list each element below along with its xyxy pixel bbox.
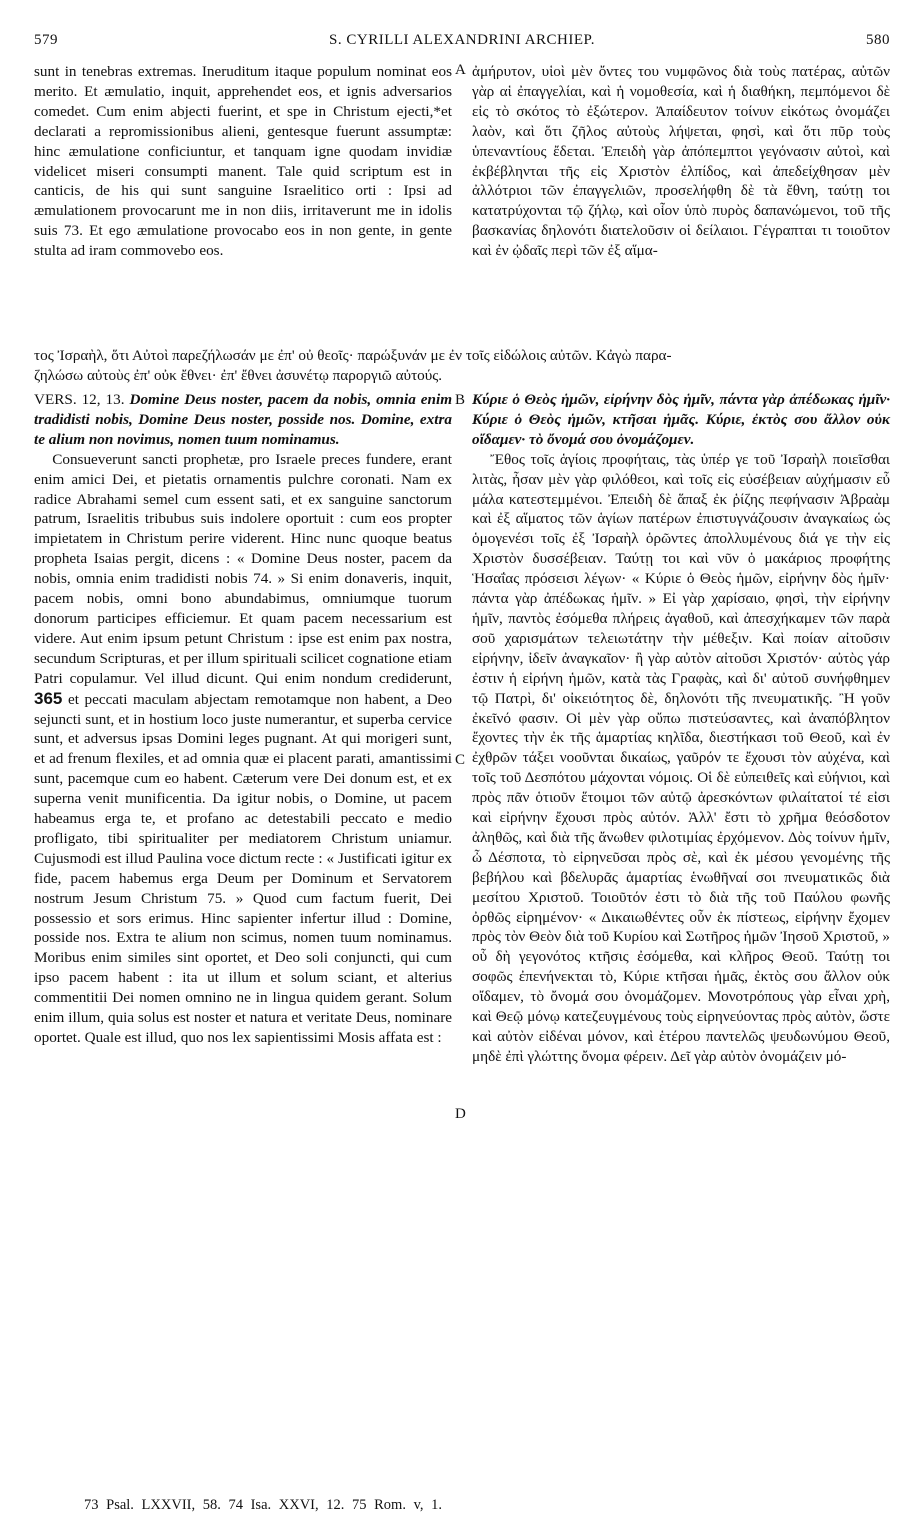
running-title: S. CYRILLI ALEXANDRINI ARCHIEP. [329, 32, 595, 48]
greek-commentary: Ἔθος τοῖς ἁγίοις προφήταις, τὰς ὑπέρ γε τοῦ Ἰσραὴλ ποιεῖσθαι λιτὰς, ἦσαν μὲν γὰρ φιλόθεοι, καὶ τοῖς εἰς εὐσέβειαν αὐχήμασιν εὖ μάλα κατεστεμμένοι. Ἐπειδὴ δὲ ἅπαξ ἐκ ῥίζης πεφήνασιν Ἀβραὰμ καὶ ἐξ αἵματος τῶν ἁγίων πατέρων ἐπιστυγνάζουσιν ἀναγκαίως ὡς ὁμογενέσι τοῖς ἐξ Ἰσραὴλ ὁρῶντες ἀπολλυμένους διά γε τὴν εἰς Χριστὸν δυσσέβειαν. Ταύτῃ τοι καὶ νῦν ὁ μακάριος προφήτης Ἡσαΐας πρόσεισι λέγων· « Κύριε ὁ Θεὸς ἡμῶν, εἰρήνην δὸς ἡμῖν· πάντα γὰρ ἀπέδωκας ἡμῖν. » Εἰ γὰρ χαρίσαιο, φησὶ, τὴν εἰρήνην ἡμῖν, παντὸς ἐσόμεθα πλήρεις ἀγαθοῦ, καὶ ἀπεσχήκαμεν τῶν παρὰ σοῦ χαρισμάτων τελειωτάτην τὴν μέθεξιν. Καὶ ποίαν αἰτοῦσιν εἰρήνην, ἰδεῖν ἀναγκαῖον· ἢ γὰρ αὐτὸν αἰτοῦσι Χριστόν· αὐτὸς γάρ ἐστιν ἡ εἰρήνη ἡμῶν, κατὰ τὰς Γραφὰς, καὶ δι' αὐτοῦ συνήφθημεν τῷ Πατρὶ, δι' οἰκειότητος δὲ, δηλονότι τῆς πνευματικῆς. Ἢ γοῦν ἐκεῖνό φασιν. Οἱ μὲν γὰρ οὔπω πιστεύσαντες, καὶ ἀναπόβλητον ἔχοντες τὴν ἐκ τῆς ἁμαρτίας κηλῖδα, διεστήκασι τοῦ Θεοῦ, καὶ ἐν ἐχθρῶν τάξει νοοῦνται δικαίως, γαῦρόν τε ἔχουσι τὸν αὐχένα, καὶ τοῖς τοῦ Δεσπότου μάχονται νόμοις. Οἱ δὲ εὐπειθεῖς καὶ εὐήνιοι, καὶ πρὸς πᾶν ὁτιοῦν ἕτοιμοι τῶν αὐτῷ ἀρεσκόντων φιλαίτατοί τέ εἰσι καὶ εἰρήνην ἔχουσι πρὸς αὐτόν. Ἀλλ' ἔστι τὸ χρῆμα θεόσδοτον ἀληθῶς, καὶ διὰ τῆς ἄνωθεν φιλοτιμίας ἐρχόμενον. Δὸς τοίνυν ἡμῖν, ὦ Δέσποτα, τὸ εἰρηνεῦσαι πρὸς σὲ, καὶ ἐκ μέσου γενομένης τῆς βεβήλου καὶ βδελυρᾶς ἁμαρτίας ἑνωθῆναί σοι πνευματικῶς διὰ μεσίτου Χριστοῦ. Τοιοῦτόν ἐστι τὸ διὰ τῆς τοῦ Παύλου φωνῆς ὀρθῶς εἰρημένον· « Δικαιωθέντες οὖν ἐκ πίστεως, εἰρήνην ἔχομεν πρὸς τὸν Θεὸν διὰ τοῦ Κυρίου καὶ Σωτῆρος ἡμῶν Ἰησοῦ Χριστοῦ, » οὗ δὴ γεγονότος κτῆσις ἐσόμεθα, καὶ κλῆρος Θεοῦ. Ταύτῃ τοι σοφῶς ἐπενήνεκται τὸ, Κύριε κτῆσαι ἡμᾶς, ἐκτὸς σου ἄλλον οὐκ οἴδαμεν, τὸ ὄνομά σου ὀνομάζομεν. Μονοτρόπους γὰρ εἶναι χρὴ, καὶ Θεῷ μόνῳ κατεζευγμένους τοὺς εἰρηνεύοντας πρὸς αὐτὸν, ὥστε καὶ αὐτὸν εἰδέναι μόνον, καὶ ἑτέρου παντελῶς ψευδωνύμου Θεοῦ, μηδὲ ἐπὶ γλώττης ὄνομα φέρειν. Δεῖ γὰρ αὐτὸν ὀνομάζειν μό- [472, 450, 890, 1065]
page-number-left: 579 [34, 32, 58, 48]
page-number-right: 580 [866, 32, 890, 48]
margin-marker-d: D [455, 1106, 466, 1122]
margin-marker-b: B [455, 392, 466, 408]
latin-column-bottom [34, 390, 452, 1048]
greek-bridge-line-2: ζηλώσω αὐτοὺς ἐπ' οὐκ ἔθνει· ἐπ' ἔθνει ἀσυνέτῳ παροργιῶ αὐτούς. [34, 366, 443, 384]
verse-reference: VERS. 12, 13. [34, 391, 125, 408]
page-header [34, 32, 890, 56]
verse-greek: Κύριε ὁ Θεὸς ἡμῶν, εἰρήνην δὸς ἡμῖν, πάντα γὰρ ἀπέδωκας ἡμῖν· Κύριε ὁ Θεὸς ἡμῶν, κτῆσαι ἡμᾶς. Κύριε, ἐκτὸς σου ἄλλον οὐκ οἴδαμεν· τὸ ὄνομά σου ὀνομάζομεν. [472, 391, 890, 448]
greek-paragraph-top: ἀμήρυτον, υἱοὶ μὲν ὄντες του νυμφῶνος διὰ τοὺς πατέρας, αὐτῶν γὰρ αἱ ἐπαγγελίαι, καὶ ἡ νομοθεσία, καὶ ἡ διαθήκη, πεμπόμενοι δὲ εἰς τὸ σκότος τὸ ἐξώτερον. Ἀπαίδευτον τοίνυν εἰκότως ὀνομάζει λαὸν, καὶ ὅτι ζῆλος αὐτοὺς λήψεται, φησὶ, καὶ ὅτι πῦρ τοὺς ὑπεναντίους ἔδεται. Ἐπειδὴ γὰρ ἀπόπεμπτοι γεγόνασιν αὐτοὶ, καὶ ἐκβέβληνται τῆς εἰς Χριστὸν ἐλπίδος, καὶ ἀπεδείχθησαν μὲν ἀλλότριοι τῶν ἐπαγγελιῶν, προσελήφθη δὲ τὰ ἔθνη, ταύτῃ τοι κατατρύχονται τῷ ζήλῳ, καὶ οἷον ὑπὸ πυρὸς δαπανώμενοι, τοῦ τῆς βασκανίας δηλονότι διατελοῦσιν οἱ δείλαιοι. Γέγραπται τι τοιοῦτον καὶ ἐν ᾠδαῖς περὶ τῶν ἐξ αἵμα- [472, 63, 890, 260]
latin-column-top [34, 62, 452, 261]
verse-latin [34, 390, 452, 450]
verse-latin-text: Domine Deus noster, pacem da nobis, omnia enim tradidisti nobis, Domine Deus noster, posside nos. Domine, extra te alium non novimus, nomen tuum nominamus. [34, 391, 453, 448]
latin-commentary-part-1: Consueverunt sancti prophetæ, pro Israele preces fundere, erant enim amici Dei, et pietatis ornamentis pulchre coronati. Nam ex radice Abrahami semel cum essent sati, et ex sanguine sanctorum patrum, Israelitis tribubus suis indolere oportuit : cum eos propter impietatem in Christum perire viderent. Hinc nunc quoque beatus propheta Isaias pergit, dicens : « Domine Deus noster, pacem da nobis, omnia enim tradidisti nobis 74. » Si enim donaveris, inquit, pacem nobis, omni bono abundabimus, omniumque tuorum donorum participes efficiemur. Et quam pacem necessarium est videre. Aut enim ipsum petunt Christum : ipse est enim pax nostra, secundum Scripturas, et per illum spirituali scilicet cognatione etiam Patri copulamur. Vel illud dicunt. Qui enim nondum crediderunt, [34, 450, 452, 687]
latin-commentary [34, 450, 452, 1048]
greek-column-bottom [472, 390, 890, 1067]
column-number: 365 [34, 688, 63, 708]
margin-marker-c: C [455, 752, 466, 768]
greek-bridge-line-1: τος Ἰσραὴλ, ὅτι Αὐτοὶ παρεζήλωσάν με ἐπ' οὐ θεοῖς· παρώξυνάν με ἐν τοῖς εἰδώλοις αὐτῶν. Κἀγὼ παρα- [34, 347, 672, 364]
footnotes: 73 Psal. LXXVII, 58. 74 Isa. XXVI, 12. 75 Rom. v, 1. [84, 1497, 443, 1513]
margin-marker-a: A [455, 62, 466, 78]
greek-column-top [472, 62, 890, 261]
latin-paragraph-top: sunt in tenebras extremas. Ineruditum itaque populum nominat eos merito. Et æmulatio, inquit, apprehendet eos, et ignis adversarios comedet. Cum enim abjecti fuerint, et spe in Christum ejecti,*et declarati a repromissionibus alieni, gentesque fuerunt assumptæ: hinc æmulatione conficiuntur, et tanquam igne quodam invidiæ videlicet miseri consumpti manent. Tale quid scriptum est in canticis, de his qui sunt sanguine Israelitico orti : Ipsi ad æmulationem provocarunt me in non diis, irritaverunt me in idolis suis 73. Et ego æmulatione provocabo eos in non gente, in gente stulta ad iram commovebo eos. [34, 63, 452, 260]
greek-bridge-text [34, 346, 890, 386]
latin-commentary-part-2: et peccati maculam abjectam remotamque non habent, a Deo sejuncti sunt, et in hostium loco juste numerantur, et superba cervice sunt, et adversus ipsas Domini leges pugnant. At qui morigeri sunt, et ad frenum flexiles, et ad omnia quæ ei placent parati, amantissimi sunt, pacemque cum eo habent. Cæterum vere Dei donum est, et ex superna venit munificentia. Da igitur nobis, o Domine, ut pacem habeamus erga te, et profano ac detestabili peccato e medio profligato, tibi spiritualiter per mediatorem Christum uniamur. Cujusmodi est illud Paulina voce dictum recte : « Justificati igitur ex fide, pacem habemus erga Deum per Dominum et Servatorem nostrum Jesum Christum 75. » Quod cum factum fuerit, Dei possessio et sors erimus. Hinc sapienter infertur illud : Domine, posside nos. Extra te alium non scimus, nomen tuum nominamus. Moribus enim similes sint oportet, et Deo soli conjuncti, qui cum ipso pacem habent : ita ut illum et solum sciant, et alterius commentitii Dei nomen omnino ne in lingua quidem gerant. Solum enim illum, quia solus est noster et natura et veritate Deus, nominare oportet. Quale est illud, quo nos lex sapientissimi Mosis affata est : [34, 690, 452, 1046]
